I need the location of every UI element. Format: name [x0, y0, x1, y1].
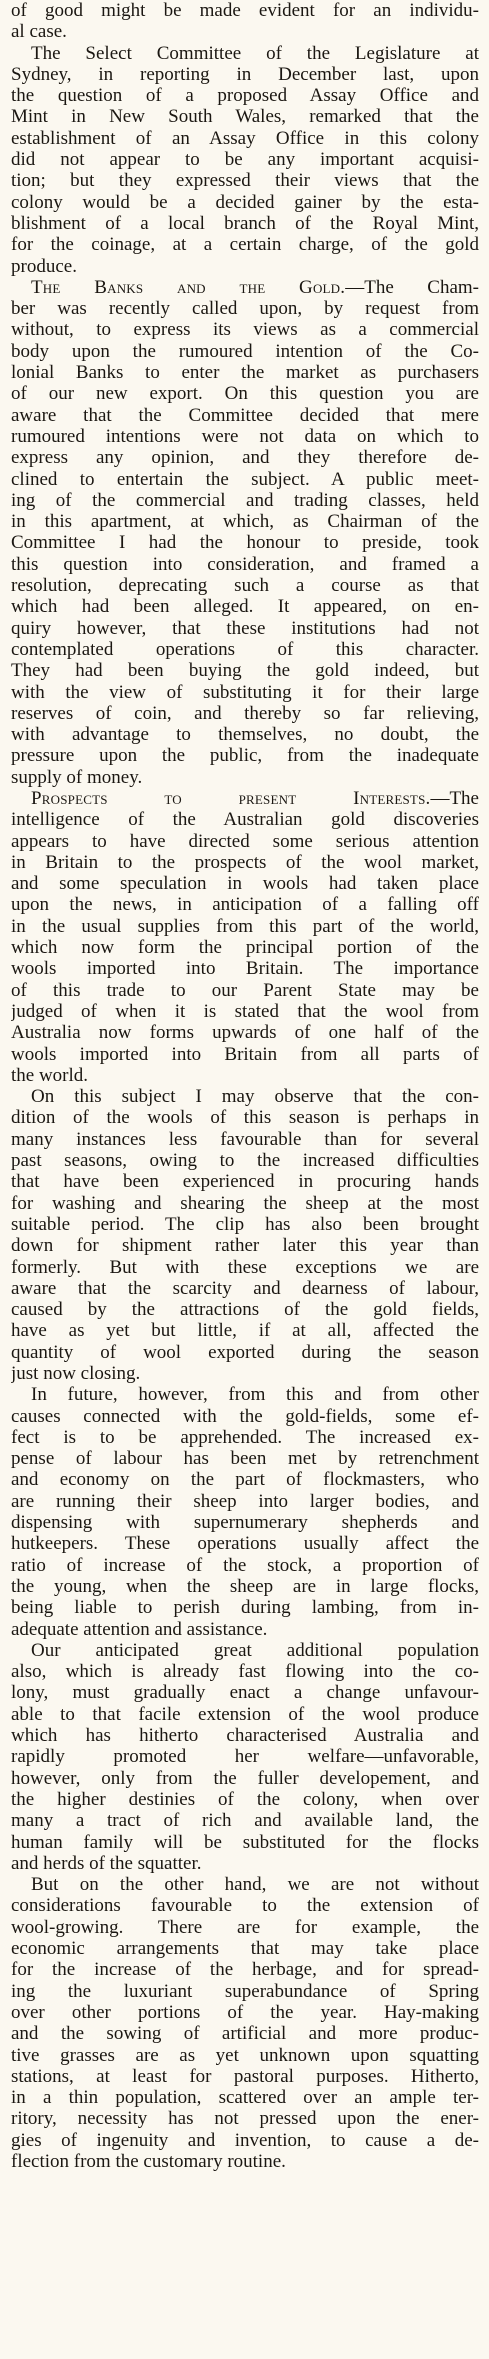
text-line: produce.	[11, 255, 77, 277]
text-line: for the coinage, at a certain charge, of the gold	[11, 234, 479, 256]
text-line: On this subject I may observe that the con-	[31, 1086, 479, 1108]
text-line: Australia now forms upwards of one half of the	[11, 1022, 479, 1044]
text-line: stations, at least for pastoral purposes. Hitherto,	[11, 2065, 479, 2087]
text-line: gies of ingenuity and invention, to cause a de-	[11, 2129, 479, 2151]
text-line: the world.	[11, 1064, 89, 1086]
text-line: judged of when it is stated that the wool from	[11, 1000, 479, 1022]
text-line: establishment of an Assay Office in this colony	[11, 127, 479, 149]
text-line: tive grasses are as yet unknown upon squatting	[11, 2044, 479, 2066]
text-line: for the increase of the herbage, and for spread-	[11, 1959, 479, 1981]
paragraph	[11, 1640, 479, 1874]
text-line: ratio of increase of the stock, a proportion of	[11, 1554, 479, 1576]
text-line: lonial Banks to enter the market as purchasers	[11, 362, 479, 384]
text-line: and economy on the part of flockmasters, who	[11, 1469, 479, 1491]
text-line: suitable period. The clip has also been brought	[11, 1213, 479, 1235]
paragraph	[11, 1086, 479, 1384]
text-line: tion; but they expressed their views that the	[11, 170, 479, 192]
text-line: of our new export. On this question you are	[11, 383, 479, 405]
text-line: of this trade to our Parent State may be	[11, 979, 479, 1001]
text-line: human family will be substituted for the flocks	[11, 1831, 479, 1853]
text-line: which now form the principal portion of the	[11, 937, 479, 959]
text-line: caused by the attractions of the gold fields,	[11, 1299, 479, 1321]
text-line: quiry however, that these institutions had not	[11, 617, 479, 639]
text-line: also, which is already fast flowing into the co-	[11, 1661, 479, 1683]
text-line: clined to entertain the subject. A public meet-	[11, 468, 479, 490]
text-line: flection from the customary routine.	[11, 2150, 286, 2172]
text-line: dition of the wools of this season is perhaps in	[11, 1107, 479, 1129]
paragraph	[11, 277, 479, 788]
text-line: in a thin population, scattered over an ample ter-	[11, 2087, 479, 2109]
text-line: formerly. But with these exceptions we are	[11, 1256, 479, 1278]
text-line: able to that facile extension of the wool produce	[11, 1703, 479, 1725]
text-line: wools imported into Britain. The importance	[11, 958, 479, 980]
text-line: the young, when the sheep are in large flocks,	[11, 1575, 479, 1597]
paragraph	[11, 0, 479, 43]
text-line: and the sowing of artificial and more produc-	[11, 2023, 479, 2045]
text-line: economic arrangements that may take place	[11, 1938, 479, 1960]
text-line: rapidly promoted her welfare—unfavorable,	[11, 1746, 479, 1768]
text-line: ing the luxuriant superabundance of Spring	[11, 1980, 479, 2002]
text-line: resolution, deprecating such a course as that	[11, 575, 479, 597]
text-line	[11, 277, 479, 298]
text-line: pense of labour has been met by retrenchment	[11, 1448, 479, 1470]
text-line: in the usual supplies from this part of the world,	[11, 915, 479, 937]
text-line: considerations favourable to the extension of	[11, 1895, 479, 1917]
text-line: Sydney, in reporting in December last, upon	[11, 63, 479, 85]
text-line: however, only from the fuller developement, and	[11, 1767, 479, 1789]
heading-continuation: —The	[430, 787, 479, 809]
text-line: The Select Committee of the Legislature at	[31, 42, 479, 64]
text-line: many instances less favourable than for several	[11, 1128, 479, 1150]
text-line: fect is to be apprehended. The increased ex-	[11, 1426, 479, 1448]
text-line: upon the news, in anticipation of a falling off	[11, 894, 479, 916]
text-line	[11, 788, 479, 809]
text-line: body upon the rumoured intention of the Co-	[11, 340, 479, 362]
text-line: in this apartment, at which, as Chairman of the	[11, 511, 479, 533]
text-line: lony, must gradually enact a change unfavour-	[11, 1682, 479, 1704]
text-line: Mint in New South Wales, remarked that the	[11, 106, 479, 128]
paragraph	[11, 1384, 479, 1640]
text-line: wools imported into Britain from all parts of	[11, 1043, 479, 1065]
text-line: the higher destinies of the colony, when over	[11, 1788, 479, 1810]
text-line: adequate attention and assistance.	[11, 1618, 268, 1640]
text-line: aware that the scarcity and dearness of labour,	[11, 1277, 479, 1299]
text-line: They had been buying the gold indeed, but	[11, 660, 479, 682]
text-line: have as yet but little, if at all, affected the	[11, 1320, 479, 1342]
text-line: intelligence of the Australian gold discoveries	[11, 809, 479, 831]
text-line: colony would be a decided gainer by the esta-	[11, 191, 479, 213]
text-line: hutkeepers. These operations usually affect the	[11, 1533, 479, 1555]
text-line: and herds of the squatter.	[11, 1852, 202, 1874]
text-line: ber was recently called upon, by request from	[11, 298, 479, 320]
text-line: contemplated operations of this character.	[11, 638, 479, 660]
text-line: for washing and shearing the sheep at the most	[11, 1192, 479, 1214]
text-line: and some speculation in wools had taken place	[11, 873, 479, 895]
text-line: ing of the commercial and trading classes, held	[11, 489, 479, 511]
paragraph	[11, 43, 479, 277]
heading-continuation: —The Cham-	[345, 276, 479, 298]
text-line: wool-growing. There are for example, the	[11, 1916, 479, 1938]
text-line: being liable to perish during lambing, from in-	[11, 1597, 479, 1619]
text-line: the question of a proposed Assay Office and	[11, 85, 479, 107]
text-line: down for shipment rather later this year than	[11, 1235, 479, 1257]
text-line: Our anticipated great additional population	[31, 1639, 479, 1661]
text-line: with advantage to themselves, no doubt, the	[11, 724, 479, 746]
text-line: In future, however, from this and from other	[31, 1384, 479, 1406]
text-line: al case.	[11, 21, 67, 43]
text-line: did not appear to be any important acquisi-	[11, 149, 479, 171]
text-line: But on the other hand, we are not without	[31, 1874, 479, 1896]
text-line: aware that the Committee decided that mere	[11, 404, 479, 426]
text-line: that have been experienced in procuring hands	[11, 1171, 479, 1193]
text-line: causes connected with the gold-fields, some ef-	[11, 1405, 479, 1427]
text-line: this question into consideration, and framed a	[11, 553, 479, 575]
text-line: dispensing with supernumerary shepherds and	[11, 1512, 479, 1534]
text-line: without, to express its views as a commercial	[11, 319, 479, 341]
text-line: many a tract of rich and available land, the	[11, 1810, 479, 1832]
text-line: express any opinion, and they therefore de-	[11, 447, 479, 469]
text-line: rumoured intentions were not data on which to	[11, 425, 479, 447]
text-line: Committee I had the honour to preside, took	[11, 532, 479, 554]
section-heading: The Banks and the Gold.	[31, 276, 346, 298]
paragraph	[11, 1874, 479, 2172]
text-line: in Britain to the prospects of the wool market,	[11, 851, 479, 873]
text-line: pressure upon the public, from the inadequate	[11, 745, 479, 767]
text-line: blishment of a local branch of the Royal Mint,	[11, 212, 479, 234]
text-line: supply of money.	[11, 766, 143, 788]
section-heading: Prospects to present Interests.	[31, 787, 431, 809]
text-line: appears to have directed some serious attention	[11, 830, 479, 852]
text-line: past seasons, owing to the increased difficulties	[11, 1150, 479, 1172]
paragraph	[11, 788, 479, 1086]
text-line: ritory, necessity has not pressed upon the ener-	[11, 2108, 479, 2130]
text-line: quantity of wool exported during the season	[11, 1341, 479, 1363]
text-line: are running their sheep into larger bodies, and	[11, 1490, 479, 1512]
text-line: over other portions of the year. Hay-making	[11, 2001, 479, 2023]
text-line: which has hitherto characterised Australia and	[11, 1725, 479, 1747]
text-line: of good might be made evident for an individu-	[11, 0, 479, 21]
text-line: which had been alleged. It appeared, on en-	[11, 596, 479, 618]
text-line: reserves of coin, and thereby so far relieving,	[11, 702, 479, 724]
text-line: with the view of substituting it for their large	[11, 681, 479, 703]
text-line: just now closing.	[11, 1363, 141, 1384]
